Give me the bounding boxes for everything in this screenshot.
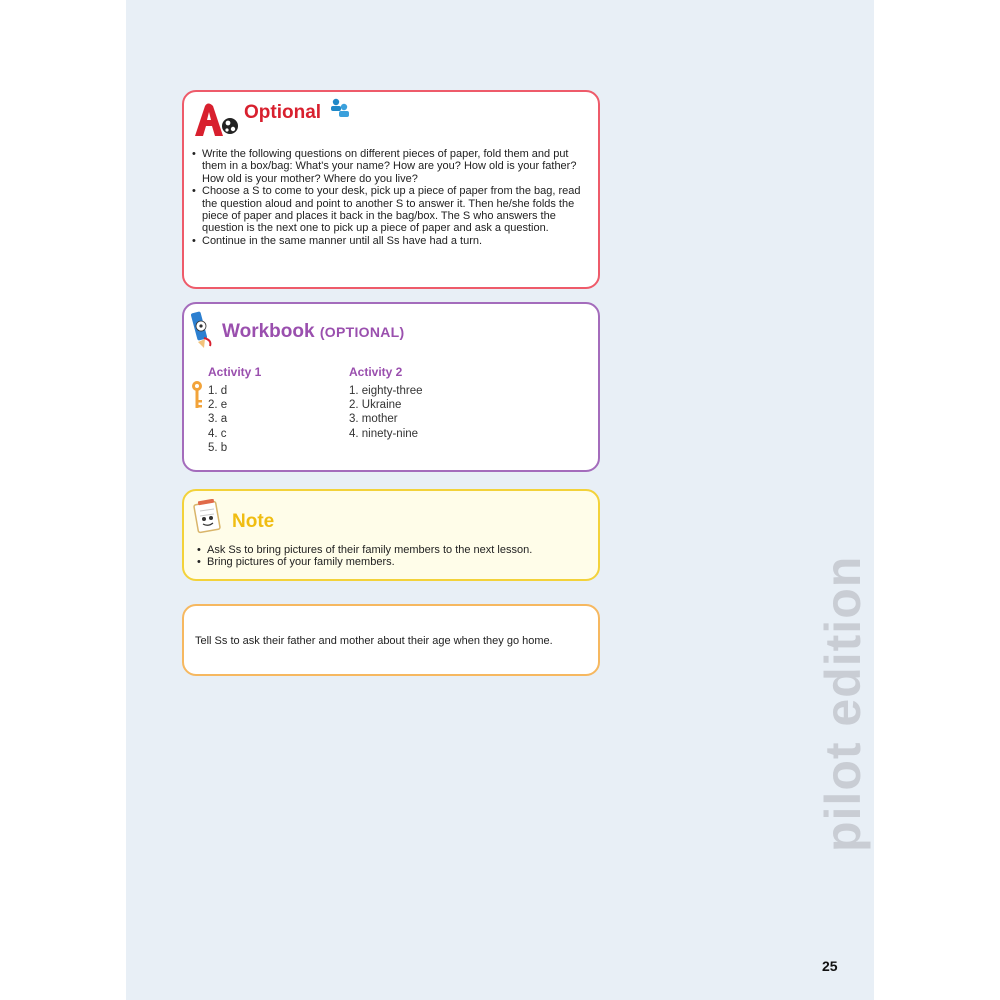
pencil-character-icon [188, 310, 218, 350]
list-item: • Choose a S to come to your desk, pick up a piece of paper from the bag, read the question aloud and point to another S to answer it. Then he/she folds the piece of paper and places it back in the bag/box. The S who answers the question is the next one to pick up a piece of paper and ask a question. [192, 185, 592, 235]
note-box [182, 489, 600, 581]
notepad-character-icon [192, 499, 224, 537]
activity-2-heading: Activity 2 [349, 365, 403, 379]
note-title: Note [232, 511, 275, 532]
list-item: 5. b [208, 441, 228, 454]
workbook-title-text: Workbook [222, 321, 315, 342]
list-item: 2. e [208, 399, 228, 412]
activity-2-answers [349, 384, 423, 441]
page-number: 25 [822, 958, 838, 974]
activity-1-heading: Activity 1 [208, 365, 262, 379]
optional-bullet-list [192, 148, 592, 247]
list-item: • Bring pictures of your family members. [197, 556, 592, 568]
note-bullet-list [197, 544, 592, 569]
homework-box [182, 604, 600, 676]
list-item: 4. c [208, 427, 227, 440]
list-item: 1. d [208, 385, 228, 397]
list-item: • Ask Ss to bring pictures of their family members to the next lesson. [197, 544, 592, 556]
optional-box [182, 90, 600, 289]
list-item: • Continue in the same manner until all Ss have had a turn. [192, 235, 592, 247]
list-item: 3. mother [349, 413, 398, 426]
key-icon [188, 380, 206, 412]
pair-work-icon [329, 97, 351, 119]
list-item: • Write the following questions on different pieces of paper, fold them and put them in a box/bag: What's your name? How are you? How old is your father? How old is your mother? Where do you live? [192, 148, 592, 185]
list-item: 3. a [208, 413, 228, 426]
letter-a-ladybug-icon [192, 102, 240, 138]
list-item: 1. eighty-three [349, 385, 423, 397]
homework-text: Tell Ss to ask their father and mother about their age when they go home. [195, 635, 553, 647]
optional-title: Optional [244, 102, 322, 123]
activity-1-answers [208, 384, 227, 455]
workbook-box [182, 302, 600, 472]
list-item: 2. Ukraine [349, 399, 402, 412]
workbook-title [222, 321, 404, 343]
workbook-subtitle: (OPTIONAL) [319, 324, 405, 340]
pilot-edition-watermark: pilot edition [815, 555, 871, 852]
list-item: 4. ninety-nine [349, 427, 419, 440]
